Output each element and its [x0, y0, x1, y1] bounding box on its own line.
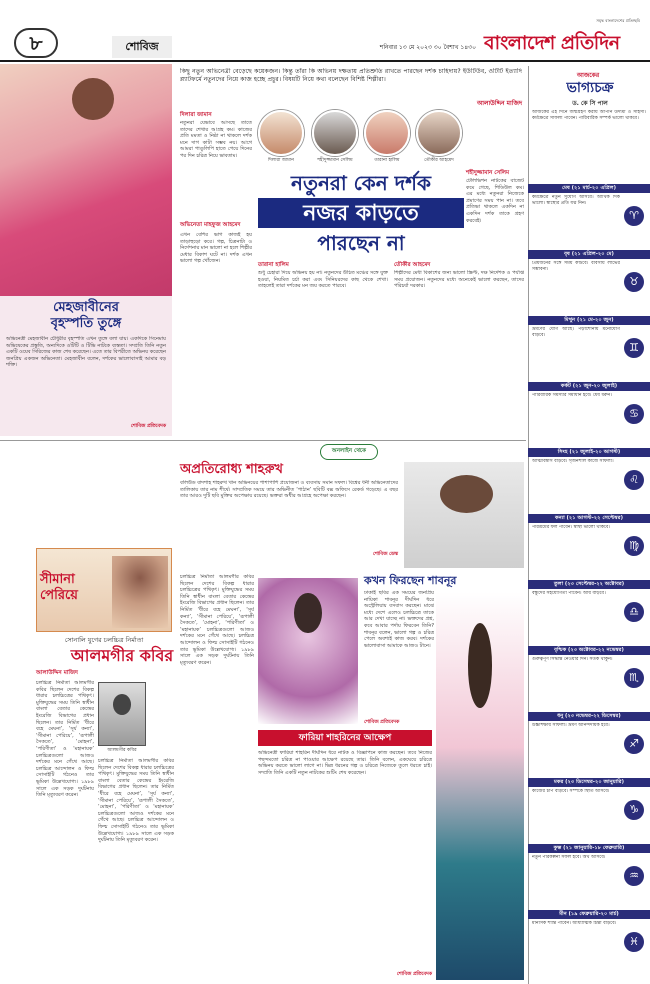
poster-title: সীমানা পেরিয়ে — [40, 572, 78, 604]
lead-headline-line3: পারছেন না — [317, 231, 405, 255]
zodiac-icon: ♋ — [624, 404, 644, 424]
speaker-3-text: শুধু চেহারা দিয়ে অভিনয় হয় না। নতুনদের উচিত মঞ্চের সঙ্গে যুক্ত হওয়া, নিয়মিত চর্চা করা এবং সিনিয়রদের কাছ থেকে শেখা। তাহলেই তারা দর্শকের মন জয় করতে পারবে। — [258, 270, 388, 290]
zodiac-icon: ♎ — [624, 602, 644, 622]
horoscope-sign — [528, 778, 650, 844]
online-badge-text: অনলাইন থেকে — [331, 448, 367, 454]
speaker-2-name: অভিনেতা মাহফুজ আহমেদ — [180, 222, 241, 228]
shahrukh-photo — [404, 462, 524, 568]
horoscope-sign-title: বৃষ (২১ এপ্রিল-২০ মে) — [528, 250, 650, 259]
horoscope-sign — [528, 382, 650, 448]
alamgir-text-col1: চলচ্চিত্র নির্মাতা আলমগীর কবির ছিলেন দেশের বিকল্প ধারার চলচ্চিত্রের পথিকৃৎ। মুক্তিযুদ্ধের সময় তিনি স্বাধীন বাংলা বেতার কেন্দ্রের ইংরেজি বিভাগের প্রধান ছিলেন। তার নির্মিত ‘ধীরে বহে মেঘনা’, ‘সূর্য কন্যা’, ‘সীমানা পেরিয়ে’, ‘রূপালী সৈকতে’, ‘মোহনা’, ‘পরিণীতা’ ও ‘মহানায়ক’ চলচ্চিত্রগুলো আজও দর্শকের মনে গেঁথে আছে। চলচ্চিত্র আন্দোলন ও ফিল্ম সোসাইটি গঠনেও তার ভূমিকা উল্লেখযোগ্য। ১৯৮৯ সালে এক সড়ক দুর্ঘটনায় তিনি মৃত্যুবরণ করেন। — [36, 680, 94, 799]
mehjabin-photo — [0, 64, 172, 296]
horoscope-sign — [528, 580, 650, 646]
horoscope-sign-text: মানসিক শান্তি পাবেন। আধ্যাত্মিক চিন্তা বাড়বে। — [532, 921, 617, 926]
horoscope-sign — [528, 448, 650, 514]
shahrukh-headline: অপ্রতিরোধ্য শাহরুখ — [180, 462, 283, 477]
horoscope-sign-text: নতুন পরিকল্পনা সফল হবে। অর্থ আসবে। — [532, 855, 606, 860]
speaker-1-text: নতুনরা যেভাবে আসছে তাতে তাদের শেখার আগ্রহ কম। কাজের প্রতি মমতা ও নিষ্ঠা না থাকলে দর্শক মনে দাগ কাটা সম্ভব নয়। আগে আমরা পাণ্ডুলিপি হাতে পেয়ে দিনের পর দিন চরিত্র নিয়ে ভাবতাম। — [180, 120, 252, 159]
portrait-4-label: তৌকীর আহমেদ — [424, 158, 454, 163]
lead-headline-line2: নজর কাড়তে — [258, 198, 464, 228]
speaker-4-name: শহীদুজ্জামান সেলিম — [466, 170, 510, 176]
shabnur-text: ঢাকাই ছবির এক সময়ের জনপ্রিয় নায়িকা শাবনূর দীর্ঘদিন ধরে অস্ট্রেলিয়ায় বসবাস করছেন। মাঝে মধ্যে দেশে এলেও চলচ্চিত্রে তাকে আর দেখা যাচ্ছে না। ভক্তদের প্রশ্ন, কবে আবার পর্দায় ফিরবেন তিনি? শাবনূর বলেন, ভালো গল্প ও চরিত্র পেলে অবশ্যই কাজ করব। দর্শকের ভালোবাসা আমাকে আজও টানে। — [364, 590, 434, 649]
faria-text: অভিনেত্রী ফারিয়া শাহরিন দীর্ঘদিন ধরে নাটক ও বিজ্ঞাপনে কাজ করছেন। তবে নিজের পছন্দমতো চরিত্র না পাওয়ার আক্ষেপ রয়েছে তার। তিনি বলেন, একঘেয়ে চরিত্রে অভিনয় করতে ভালো লাগে না। ভিন্ন ধরনের গল্প ও চরিত্রে নিজেকে তুলে ধরতে চাই। সম্প্রতি তিনি একটি নতুন নাটকের শুটিং শেষ করেছেন। — [258, 750, 432, 776]
horoscope-sign-title: মীন (১৯ ফেব্রুয়ারি-২০ মার্চ) — [528, 910, 650, 919]
horoscope-sign-title: মিথুন (২১ মে-২০ জুন) — [528, 316, 650, 325]
horoscope-sign — [528, 844, 650, 910]
horoscope-sign-text: পরিশ্রমের ফল পাবেন। স্বাস্থ্য ভালো থাকবে। — [532, 525, 610, 530]
saree-photo — [436, 592, 524, 980]
poster-face — [112, 556, 168, 628]
horoscope-title: ভাগ্যচক্র — [566, 80, 614, 96]
shahrukh-text: বলিউড বাদশাহ শাহরুখ খান অভিনয়ের পাশাপাশি প্রযোজনা ও ব্যবসায় সমান সফল। বিশ্বের ধনী অভিনেতাদের তালিকায় তার নাম শীর্ষে। সাম্প্রতিক সময়ে তার অভিনীত ‘পাঠান’ ছবিটি বক্স অফিসে রেকর্ড গড়েছে। এ বছর তার আরও দুটি ছবি মুক্তির অপেক্ষায় রয়েছে। ভক্তরা অধীর আগ্রহে অপেক্ষা করছেন। — [180, 480, 398, 500]
horoscope-sign-title: কুম্ভ (২১ জানুয়ারি-১৮ ফেব্রুয়ারি) — [528, 844, 650, 853]
zodiac-icon: ♉ — [624, 272, 644, 292]
speaker-5-text: শিল্পীদের মেধা বিকাশের জন্য ভালো স্ক্রিপ্ট, দক্ষ নির্দেশক ও পর্যাপ্ত সময় প্রয়োজন। নতুনদের মধ্যে অনেকেই ভালো করছেন, তাদের পরিচর্যা দরকার। — [394, 270, 524, 290]
alamgir-portrait — [98, 682, 146, 746]
alamgir-text-col3: চলচ্চিত্র নির্মাতা আলমগীর কবির ছিলেন দেশের বিকল্প ধারার চলচ্চিত্রের পথিকৃৎ। মুক্তিযুদ্ধের সময় তিনি স্বাধীন বাংলা বেতার কেন্দ্রের ইংরেজি বিভাগের প্রধান ছিলেন। তার নির্মিত ‘ধীরে বহে মেঘনা’, ‘সূর্য কন্যা’, ‘সীমানা পেরিয়ে’, ‘রূপালী সৈকতে’, ‘মোহনা’, ‘পরিণীতা’ ও ‘মহানায়ক’ চলচ্চিত্রগুলো আজও দর্শকের মনে গেঁথে আছে। চলচ্চিত্র আন্দোলন ও ফিল্ম সোসাইটি গঠনেও তার ভূমিকা উল্লেখযোগ্য। ১৯৮৯ সালে এক সড়ক দুর্ঘটনায় তিনি মৃত্যুবরণ করেন। — [180, 574, 254, 666]
speaker-5-name: তৌকীর আহমেদ — [394, 262, 431, 268]
issue-date: শনিবার ১৩ মে ২০২৩ ৩০ বৈশাখ ১৪৩০ — [379, 44, 476, 51]
horoscope-astrologer: ড. কে সি পাল — [572, 100, 608, 107]
mehjabin-credit: শোবিজ প্রতিবেদক — [130, 424, 166, 429]
shabnur-credit: শোবিজ প্রতিবেদক — [364, 720, 400, 725]
zodiac-icon: ♌ — [624, 470, 644, 490]
mehjabin-headline-1: মেহজাবীনের — [53, 300, 119, 315]
portrait-1-label: দিলারা জামান — [268, 158, 294, 163]
zodiac-icon: ♓ — [624, 932, 644, 952]
shahrukh-credit: শোবিজ ডেস্ক — [372, 552, 398, 557]
horoscope-sign-title: মেষ (২১ মার্চ-২০ এপ্রিল) — [528, 184, 650, 193]
alamgir-author: আলাউদ্দিন মাজিদ — [36, 670, 78, 676]
portrait-2 — [312, 110, 358, 156]
zodiac-icon: ♈ — [624, 206, 644, 226]
portrait-3 — [364, 110, 410, 156]
horoscope-sign — [528, 910, 650, 976]
horoscope-sign — [528, 514, 650, 580]
horoscope-sign-text: কর্মক্ষেত্রে নতুন সুযোগ আসবে। আর্থিক দিক ভালো। স্বাস্থ্যের প্রতি যত্ন নিন। — [532, 195, 620, 207]
horoscope-sign — [528, 316, 650, 382]
shabnur-headline: কখন ফিরছেন শাবনূর — [364, 574, 457, 587]
alamgir-headline: আলমগীর কবির — [70, 646, 174, 665]
horoscope-sign-text: কাজের চাপ বাড়বে। সম্পর্কে স্থিতি আসবে। — [532, 789, 610, 794]
brand-logo: বাংলাদেশ প্রতিদিন — [484, 32, 620, 54]
horoscope-sign — [528, 184, 650, 250]
section-divider — [0, 440, 526, 441]
zodiac-icon: ♐ — [624, 734, 644, 754]
alamgir-kicker: সোনালি যুগের চলচ্চিত্র নির্মাতা — [64, 636, 144, 644]
faria-credit: শোবিজ প্রতিবেদক — [396, 972, 432, 977]
horoscope-sign-text: ভ্রমণের যোগ আছে। পড়াশোনায় মনোযোগ বাড়বে। — [532, 327, 620, 339]
lead-intro: কিছু নতুন অভিনেত্রী বেড়েছে কয়েকজন। কিন্তু তাঁরা কি অভিনয় দক্ষতায় প্রতিশ্রুতি রাখতে পারছেন দর্শক চাহিদায়? ইউটিউব, ওটিটি ইত্যাদি প্ল্যাটফর্মে নতুনদের নিয়ে কাজ হচ্ছে প্রচুর। বিষয়টি নিয়ে কথা বলেছেন বিশিষ্ট শিল্পীরা। — [180, 68, 522, 83]
horoscope-sign-title: কন্যা (২১ আগস্ট-২২ সেপ্টেম্বর) — [528, 514, 650, 523]
zodiac-icon: ♒ — [624, 866, 644, 886]
speaker-2-text: এখন বেশির ভাগ কাজই হয় তাড়াহুড়ো করে। গল্প, চিত্রনাট্য ও নির্দেশনার মান ভালো না হলে শিল্পীর মেধার বিকাশ ঘটে না। দর্শক এখন ভালো গল্প খোঁজেন। — [180, 232, 252, 265]
horoscope-sign — [528, 712, 650, 778]
mehjabin-headline-2: বৃহস্পতি তুঙ্গে — [50, 316, 122, 331]
brand-tagline: সমৃদ্ধ বাংলাদেশের প্রতিচ্ছবি — [596, 18, 640, 23]
speaker-3-name: তারানা হালিম — [258, 262, 289, 268]
horoscope-sign-text: গুরুত্বপূর্ণ সিদ্ধান্ত নেওয়ার দিন। সতর্ক থাকুন। — [532, 657, 613, 662]
portrait-3-label: তারানা হালিম — [374, 158, 400, 163]
horoscope-sign-text: প্রিয়জনের সঙ্গে সময় কাটবে। ব্যবসায় লাভের সম্ভাবনা। — [532, 261, 620, 273]
alamgir-text-col2: চলচ্চিত্র নির্মাতা আলমগীর কবির ছিলেন দেশের বিকল্প ধারার চলচ্চিত্রের পথিকৃৎ। মুক্তিযুদ্ধের সময় তিনি স্বাধীন বাংলা বেতার কেন্দ্রের ইংরেজি বিভাগের প্রধান ছিলেন। তার নির্মিত ‘ধীরে বহে মেঘনা’, ‘সূর্য কন্যা’, ‘সীমানা পেরিয়ে’, ‘রূপালী সৈকতে’, ‘মোহনা’, ‘পরিণীতা’ ও ‘মহানায়ক’ চলচ্চিত্রগুলো আজও দর্শকের মনে গেঁথে আছে। চলচ্চিত্র আন্দোলন ও ফিল্ম সোসাইটি গঠনেও তার ভূমিকা উল্লেখযোগ্য। ১৯৮৯ সালে এক সড়ক দুর্ঘটনায় তিনি মৃত্যুবরণ করেন। — [98, 758, 174, 844]
horoscope-intro: আজকের এই দিনে জন্মগ্রহণ করায় আপনি উদ্যমী ও সাহসী। কর্মক্ষেত্রে সাফল্য পাবেন। পারিবারিক সম্পর্ক ভালো থাকবে। — [532, 110, 646, 122]
faria-headline: ফারিয়া শাহরিনের আক্ষেপ — [258, 730, 432, 746]
horoscope-sign-title: বৃশ্চিক (২৩ অক্টোবর-২২ নভেম্বর) — [528, 646, 650, 655]
portrait-1 — [258, 110, 304, 156]
horoscope-sign-text: বন্ধুদের সহযোগিতা পাবেন। আয় বাড়বে। — [532, 591, 606, 596]
mehjabin-text: অভিনেত্রী মেহজাবীন চৌধুরীর বৃহস্পতি এখন তুঙ্গে বলা যায়। একদিকে সিনেমায় অভিষেকের প্রস্তুতি, অন্যদিকে ওটিটি ও টিভি নাটকে ব্যস্ততা। সম্প্রতি তিনি নতুন একটি ওয়েব সিরিজের কাজ শেষ করেছেন। এতে তার বিপরীতে অভিনয় করেছেন জনপ্রিয় একজন অভিনেতা। মেহজাবীন বলেন, দর্শকের ভালোবাসাই আমার বড় শক্তি। — [6, 336, 166, 369]
zodiac-icon: ♏ — [624, 668, 644, 688]
zodiac-icon: ♊ — [624, 338, 644, 358]
horoscope-sign — [528, 646, 650, 712]
zodiac-icon: ♍ — [624, 536, 644, 556]
horoscope-kicker: আজকের — [576, 72, 600, 79]
horoscope-sign-title: ধনু (২৩ নভেম্বর-২২ ডিসেম্বর) — [528, 712, 650, 721]
horoscope-sign-text: আত্মবিশ্বাস বাড়বে। সৃজনশীল কাজে সাফল্য। — [532, 459, 614, 464]
lead-headline-line1: নতুনরা কেন দর্শক — [291, 171, 431, 195]
alamgir-portrait-caption: আলমগীর কবির — [107, 748, 137, 753]
lead-reporter: আলাউদ্দিন মাজিদ — [476, 100, 522, 107]
horoscope-sign-text: পারিবারিক সমস্যার সমাধান হবে। ধৈর্য ধরুন। — [532, 393, 612, 398]
horoscope-sign-title: সিংহ (২১ জুলাই-২০ আগস্ট) — [528, 448, 650, 457]
section-name: শোবিজ — [112, 36, 172, 58]
speaker-4-text: টেলিভিশন নাটকের বাজেট কমে গেছে, শিডিউল কম। এর মধ্যে নতুনরা নিজেকে প্রমাণের সময় পান না। তবে প্রতিভা থাকলে একদিন না একদিন দর্শক তাকে গ্রহণ করবেই। — [466, 178, 524, 224]
portrait-4 — [416, 110, 462, 156]
horoscope-sign-title: কর্কট (২১ জুন-২০ জুলাই) — [528, 382, 650, 391]
shabnur-photo — [258, 578, 358, 724]
speaker-1-name: দিলারা জামান — [180, 112, 212, 118]
zodiac-icon: ♑ — [624, 800, 644, 820]
horoscope-sign-title: তুলা (২৩ সেপ্টেম্বর-২২ অক্টোবর) — [528, 580, 650, 589]
portrait-2-label: শহীদুজ্জামান সেলিম — [317, 158, 353, 163]
horoscope-sign — [528, 250, 650, 316]
horoscope-sign-text: উচ্চশিক্ষায় সাফল্য। ভ্রমণ আনন্দদায়ক হবে। — [532, 723, 610, 728]
horoscope-sign-title: মকর (২৩ ডিসেম্বর-২০ জানুয়ারি) — [528, 778, 650, 787]
page-number: ৮ — [14, 28, 58, 58]
